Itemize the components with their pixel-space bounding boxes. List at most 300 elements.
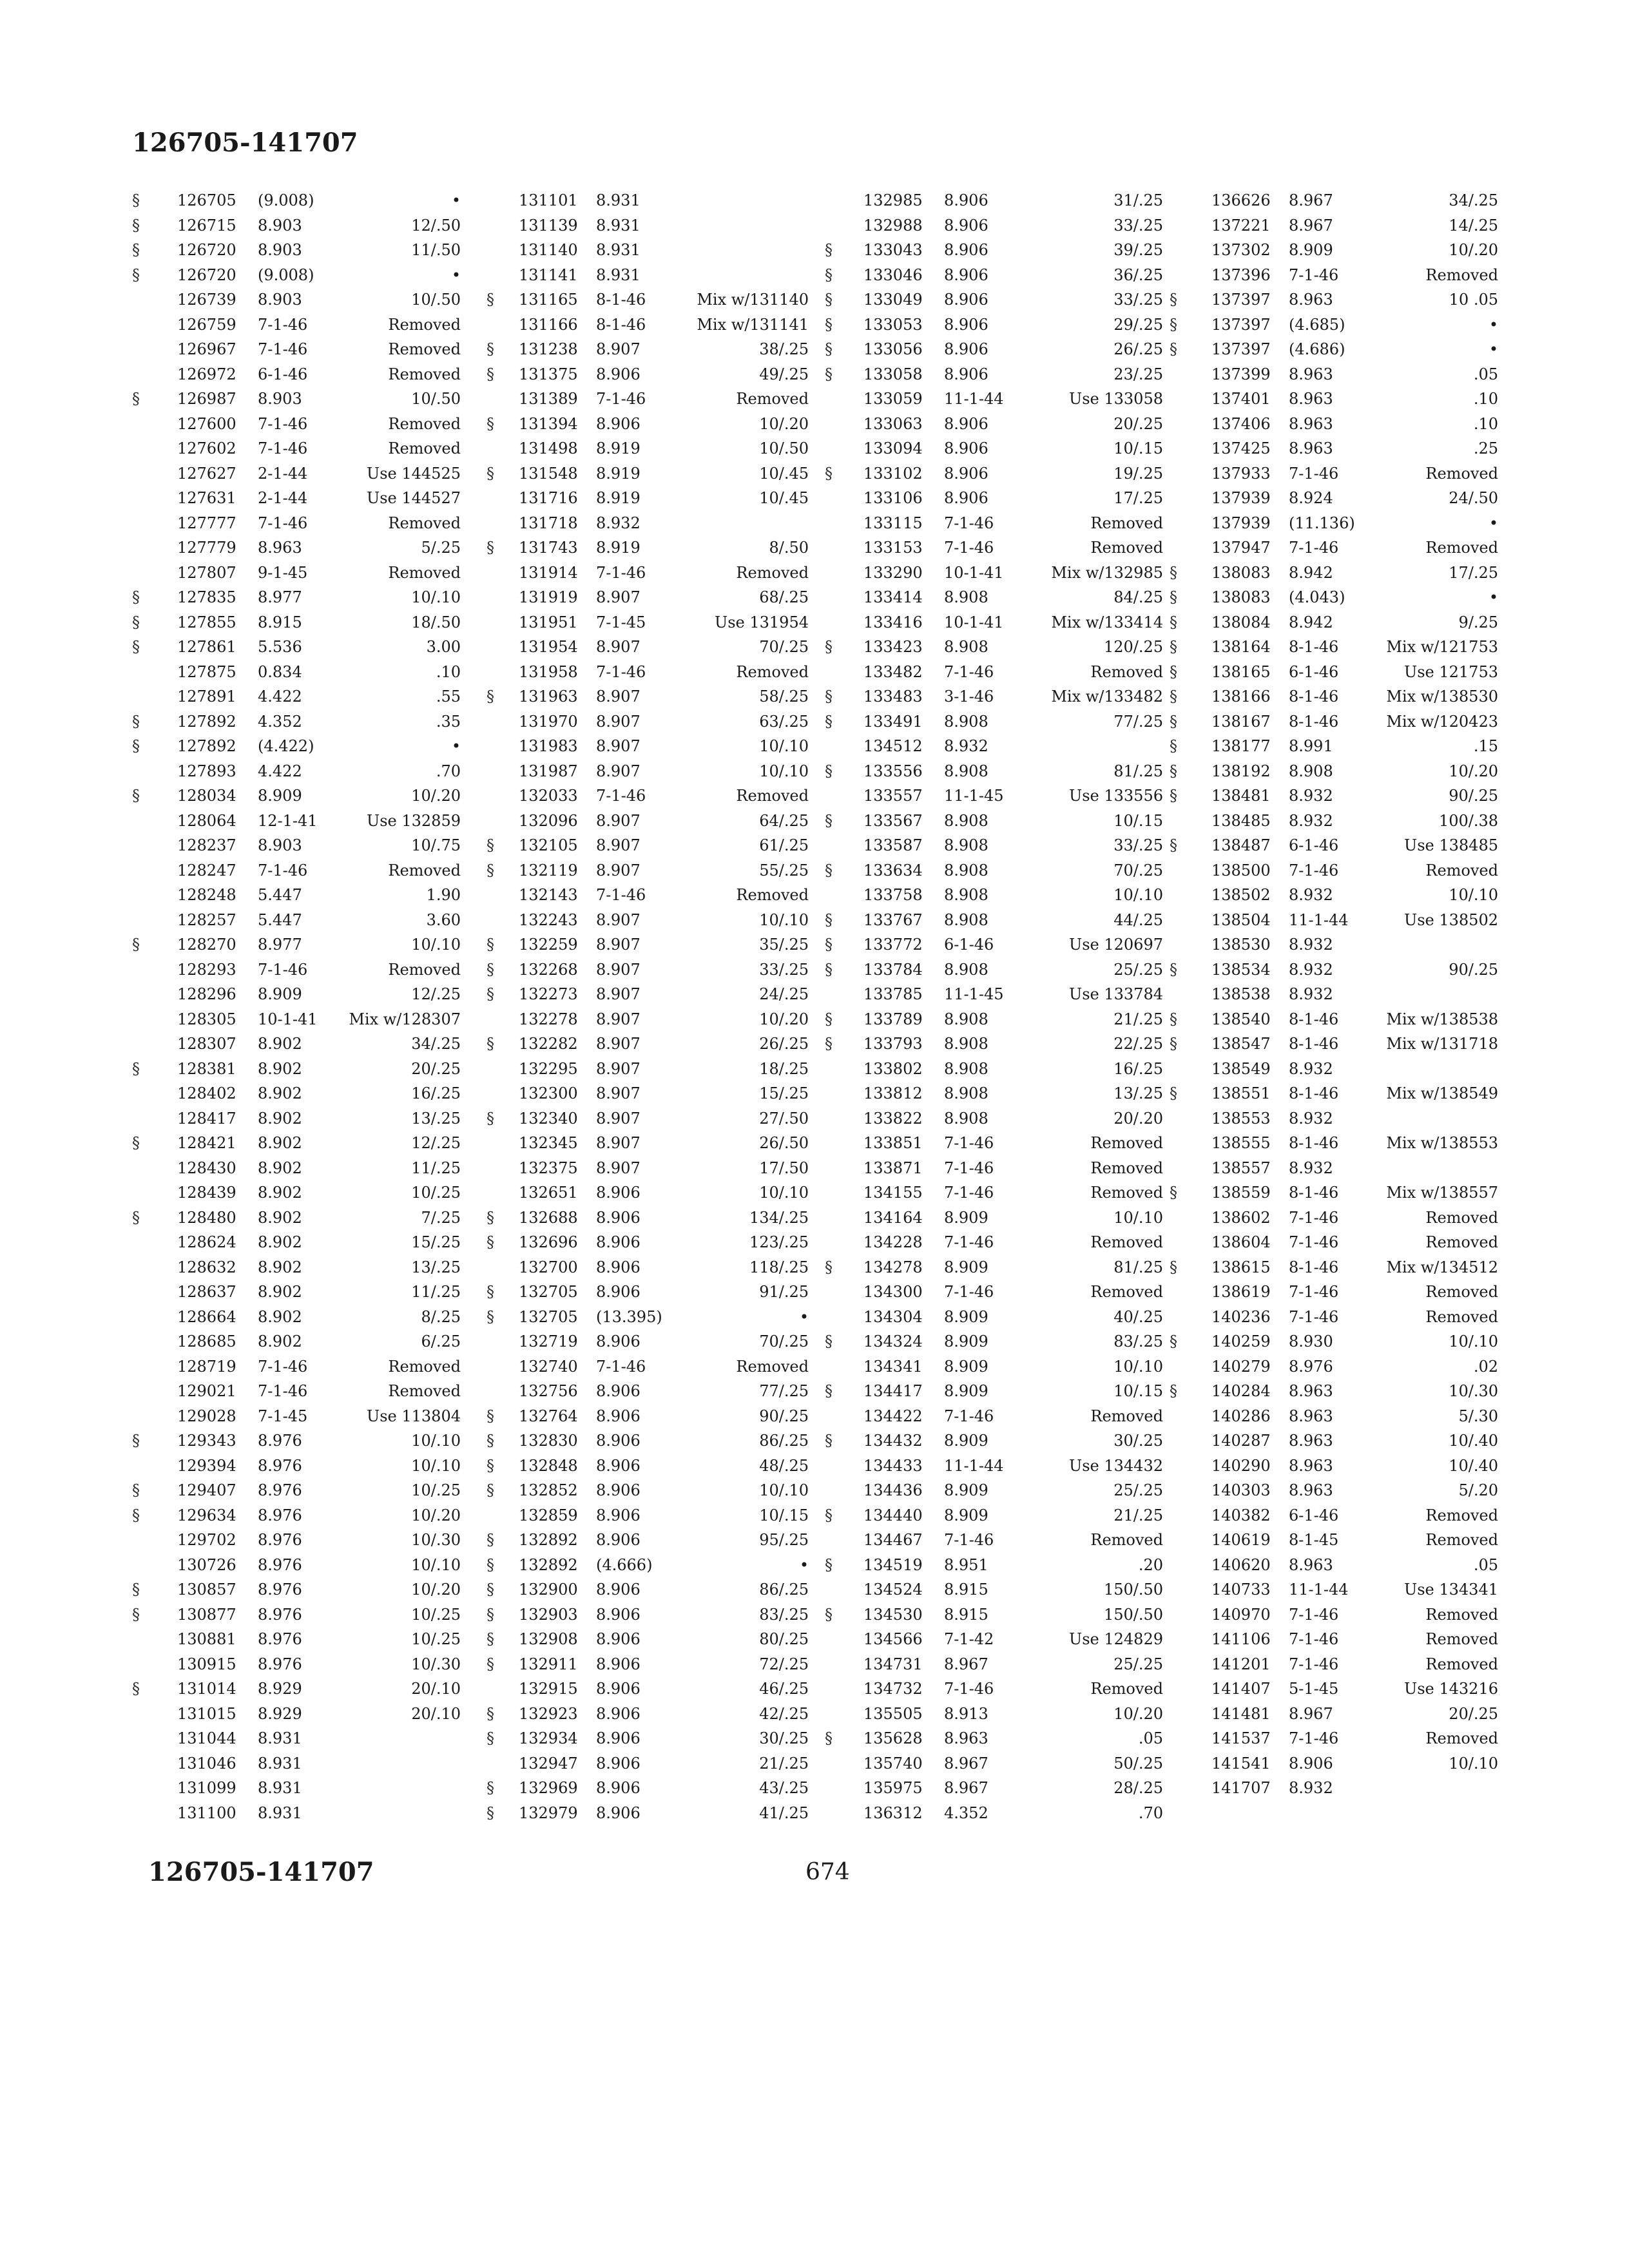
table-row [815,610,1176,635]
entry-number: 133056 [863,340,923,358]
table-row [1170,1776,1530,1801]
table-row [1170,734,1530,759]
table-row [815,561,1176,586]
entry-remark: Use 113804 [367,1407,461,1425]
section-mark: § [1170,1332,1177,1350]
entry-number: 132705 [519,1283,578,1301]
entry-remark: 10/.20 [759,414,809,433]
entry-remark: Mix w/138530 [1386,687,1498,706]
table-row [815,287,1176,312]
entry-remark: Use 138502 [1404,910,1498,929]
entry-value: 8.908 [944,1109,988,1128]
table-row [480,1032,841,1057]
table-row [126,362,487,387]
entry-number: 134304 [863,1307,923,1326]
entry-number: 138164 [1211,638,1271,656]
entry-value: 8.908 [944,588,988,606]
entry-number: 130915 [177,1655,236,1673]
entry-number: 131389 [519,390,578,408]
entry-remark: Mix w/121753 [1386,638,1498,656]
section-mark: § [1170,613,1177,631]
entry-number: 134467 [863,1531,923,1549]
entry-remark: 10/.15 [1113,811,1163,830]
entry-number: 138502 [1211,886,1271,904]
table-row [480,1503,841,1528]
entry-value: 6-1-46 [944,936,994,954]
table-row [815,1280,1176,1305]
entry-remark: 10/.10 [759,737,809,755]
entry-number: 131983 [519,737,578,755]
entry-number: 128064 [177,811,236,830]
entry-remark: 44/.25 [1113,910,1163,929]
section-mark: § [132,265,140,284]
entry-value: 8.919 [596,464,641,483]
entry-remark: 10/.45 [759,489,809,507]
section-mark: § [487,1283,494,1301]
section-mark: § [825,687,833,706]
entry-remark: 3.60 [426,910,461,929]
entry-remark: 3.00 [426,638,461,656]
entry-remark: 26/.50 [759,1134,809,1152]
entry-number: 138167 [1211,712,1271,731]
entry-value: 8.907 [596,1109,641,1128]
entry-value: 9-1-45 [258,563,308,582]
entry-value: 8.906 [596,1258,641,1276]
section-mark: § [825,241,833,259]
entry-remark: 12/.25 [411,1134,461,1152]
entry-value: 7-1-46 [258,861,308,879]
entry-value: 8.976 [258,1630,302,1648]
entry-number: 129343 [177,1432,236,1450]
entry-number: 141106 [1211,1630,1271,1648]
entry-number: 138540 [1211,1010,1271,1028]
table-row [815,783,1176,809]
entry-number: 133784 [863,960,923,979]
entry-remark: Removed [736,1357,809,1376]
entry-value: 8.908 [944,1084,988,1102]
entry-remark: 11/.25 [411,1158,461,1177]
entry-number: 138530 [1211,936,1271,954]
table-row [126,759,487,784]
table-row [815,709,1176,735]
entry-remark: 30/.25 [759,1729,809,1747]
entry-remark: Removed [1090,1531,1163,1549]
table-row [480,1180,841,1206]
entry-value: 8.931 [258,1803,302,1822]
table-row [480,561,841,586]
entry-value: 8.906 [944,191,988,209]
entry-remark: • [799,1307,809,1326]
entry-remark: 118/.25 [749,1258,809,1276]
entry-value: 8.906 [596,1407,641,1425]
entry-remark: • [451,265,461,284]
table-row [126,1627,487,1652]
table-row [815,1305,1176,1330]
table-row [1170,833,1530,858]
entry-number: 127600 [177,414,236,433]
entry-remark: 10/.50 [411,390,461,408]
section-mark: § [487,1035,494,1053]
section-mark: § [132,1059,140,1078]
entry-remark: Mix w/132985 [1051,563,1163,582]
entry-value: 7-1-46 [596,787,646,805]
table-row [1170,1305,1530,1330]
entry-remark: 10/.15 [759,1506,809,1524]
entry-value: 8.977 [258,936,302,954]
entry-value: 8.976 [258,1531,302,1549]
column-2 [480,188,841,1825]
table-row [1170,1280,1530,1305]
entry-remark: .10 [1473,414,1498,433]
entry-remark: 123/.25 [749,1233,809,1251]
entry-remark: Removed [388,1382,461,1400]
entry-remark: Removed [388,340,461,358]
table-row [480,1801,841,1826]
section-mark: § [132,712,140,731]
entry-value: 8.906 [596,1680,641,1698]
table-row [480,709,841,735]
table-row [480,684,841,709]
entry-value: 8.931 [258,1779,302,1797]
section-mark: § [487,1581,494,1599]
table-row [815,1454,1176,1479]
table-row [1170,188,1530,213]
table-row [815,1801,1176,1826]
table-row [480,1354,841,1379]
entry-remark: 10/.25 [411,1481,461,1499]
table-row [815,412,1176,437]
entry-number: 132696 [519,1233,578,1251]
table-row [126,238,487,263]
section-mark: § [825,1258,833,1276]
entry-value: 8.906 [596,1779,641,1797]
entry-remark: 120/.25 [1103,638,1163,656]
section-mark: § [487,687,494,706]
entry-remark: 20/.25 [1113,414,1163,433]
entry-value: 8.906 [596,1605,641,1624]
entry-remark: .05 [1473,365,1498,383]
table-row [1170,809,1530,834]
table-row [1170,213,1530,238]
entry-remark: .70 [1138,1803,1163,1822]
table-row [1170,883,1530,908]
table-row [480,1305,841,1330]
table-row [480,238,841,263]
table-row [126,1726,487,1751]
table-row [815,1180,1176,1206]
entry-remark: Removed [736,563,809,582]
entry-remark: Removed [1090,1158,1163,1177]
entry-number: 134530 [863,1605,923,1624]
entry-remark: 10/.30 [411,1655,461,1673]
entry-number: 132852 [519,1481,578,1499]
table-row [1170,511,1530,536]
entry-remark: 10/.10 [759,1184,809,1202]
entry-number: 134300 [863,1283,923,1301]
entry-remark: 42/.25 [759,1704,809,1723]
entry-remark: Mix w/133482 [1051,687,1163,706]
table-row [126,1379,487,1404]
entry-value: 8.919 [596,439,641,457]
entry-remark: 18/.50 [411,613,461,631]
section-mark: § [1170,836,1177,854]
entry-number: 131394 [519,414,578,433]
table-row [126,883,487,908]
entry-remark: • [1489,588,1498,606]
entry-number: 131046 [177,1754,236,1773]
entry-value: 8.963 [258,539,302,557]
table-row [480,1081,841,1106]
table-row [815,1007,1176,1032]
entry-value: 7-1-46 [258,514,308,532]
entry-remark: 58/.25 [759,687,809,706]
section-mark: § [825,1506,833,1524]
table-row [126,1106,487,1131]
entry-value: 8.902 [258,1283,302,1301]
entry-number: 126987 [177,390,236,408]
table-row [480,188,841,213]
entry-remark: 70/.25 [759,1332,809,1350]
entry-value: 8.932 [1289,886,1333,904]
entry-number: 128719 [177,1357,236,1376]
entry-number: 126715 [177,216,236,235]
entry-remark: 10/.25 [411,1184,461,1202]
entry-value: 8.906 [944,241,988,259]
entry-remark: 10/.45 [759,464,809,483]
entry-value: 8.906 [596,1704,641,1723]
entry-value: 10-1-41 [258,1010,318,1028]
entry-value: 8.976 [258,1581,302,1599]
entry-value: 8.963 [1289,414,1333,433]
entry-number: 138485 [1211,811,1271,830]
entry-number: 133785 [863,985,923,1003]
entry-value: 8.909 [944,1481,988,1499]
table-row [815,1702,1176,1727]
section-mark: § [487,340,494,358]
entry-number: 132830 [519,1432,578,1450]
entry-value: 8.906 [944,439,988,457]
entry-value: 7-1-46 [258,315,308,334]
entry-number: 134417 [863,1382,923,1400]
entry-number: 126720 [177,265,236,284]
table-row [126,561,487,586]
entry-number: 127807 [177,563,236,582]
entry-remark: 25/.25 [1113,960,1163,979]
entry-number: 132988 [863,216,923,235]
table-row [126,1305,487,1330]
entry-number: 133102 [863,464,923,483]
table-row [815,1131,1176,1156]
section-mark: § [487,464,494,483]
entry-number: 135975 [863,1779,923,1797]
table-row [126,1206,487,1231]
entry-number: 134278 [863,1258,923,1276]
entry-number: 131919 [519,588,578,606]
table-row [480,982,841,1007]
entry-value: 8.902 [258,1084,302,1102]
section-mark: § [132,936,140,954]
entry-number: 132908 [519,1630,578,1648]
table-row [126,337,487,362]
entry-remark: Use 121753 [1404,662,1498,681]
table-row [815,213,1176,238]
entry-number: 141537 [1211,1729,1271,1747]
entry-remark: Removed [736,390,809,408]
entry-number: 127631 [177,489,236,507]
entry-number: 128402 [177,1084,236,1102]
entry-remark: 10/.10 [759,762,809,780]
entry-value: 7-1-45 [258,1407,308,1425]
entry-remark: Removed [1090,1233,1163,1251]
table-row [480,1428,841,1454]
table-row [126,783,487,809]
table-row [1170,1652,1530,1677]
section-mark: § [825,1382,833,1400]
entry-value: 8.976 [1289,1357,1333,1376]
entry-value: 8-1-46 [1289,1134,1339,1152]
table-row [1170,1503,1530,1528]
entry-remark: 6/.25 [421,1332,461,1350]
entry-number: 138487 [1211,836,1271,854]
section-mark: § [487,861,494,879]
entry-value: 8.906 [596,1581,641,1599]
section-mark: § [825,291,833,309]
entry-number: 137939 [1211,489,1271,507]
entry-value: 8.906 [596,1382,641,1400]
entry-remark: 28/.25 [1113,1779,1163,1797]
entry-remark: 29/.25 [1113,315,1163,334]
entry-number: 141707 [1211,1779,1271,1797]
entry-value: 8.909 [1289,241,1333,259]
table-row [480,1577,841,1602]
entry-number: 131498 [519,439,578,457]
table-row [480,1230,841,1255]
entry-number: 129702 [177,1531,236,1549]
entry-value: 8.908 [944,762,988,780]
entry-remark: 86/.25 [759,1432,809,1450]
table-row [480,660,841,685]
table-row [480,486,841,511]
entry-number: 138604 [1211,1233,1271,1251]
entry-number: 132892 [519,1531,578,1549]
entry-value: 8.963 [1289,1407,1333,1425]
entry-number: 132900 [519,1581,578,1599]
table-row [815,1553,1176,1578]
entry-remark: 39/.25 [1113,241,1163,259]
table-row [126,957,487,983]
entry-remark: Removed [1425,1630,1498,1648]
table-row [126,734,487,759]
entry-remark: 95/.25 [759,1531,809,1549]
entry-remark: 30/.25 [1113,1432,1163,1450]
table-row [480,759,841,784]
entry-number: 131165 [519,291,578,309]
column-3 [815,188,1176,1825]
entry-remark: .20 [1138,1555,1163,1574]
entry-value: 8.907 [596,638,641,656]
entry-value: 8.906 [1289,1754,1333,1773]
entry-number: 134436 [863,1481,923,1499]
entry-remark: Mix w/128307 [349,1010,461,1028]
entry-value: 7-1-42 [944,1630,994,1648]
entry-number: 137399 [1211,365,1271,383]
section-mark: § [487,1630,494,1648]
entry-value: 8.963 [1289,291,1333,309]
entry-value: 8.913 [944,1704,988,1723]
entry-remark: 8/.25 [421,1307,461,1326]
entry-remark: 34/.25 [1449,191,1498,209]
entry-remark: 23/.25 [1113,365,1163,383]
table-row [126,511,487,536]
table-row [815,883,1176,908]
table-row [1170,1007,1530,1032]
entry-number: 131716 [519,489,578,507]
entry-number: 134732 [863,1680,923,1698]
entry-value: 8.907 [596,340,641,358]
entry-remark: 12/.50 [411,216,461,235]
entry-value: 8.903 [258,291,302,309]
entry-number: 128381 [177,1059,236,1078]
entry-remark: Removed [388,439,461,457]
entry-number: 128257 [177,910,236,929]
entry-value: 8.909 [944,1258,988,1276]
entry-value: 8.907 [596,985,641,1003]
entry-remark: 5/.20 [1458,1481,1498,1499]
entry-value: 8.907 [596,811,641,830]
entry-number: 131743 [519,539,578,557]
table-row [480,213,841,238]
table-row [1170,1553,1530,1578]
entry-value: 7-1-46 [944,1680,994,1698]
entry-remark: 10/.10 [1113,1357,1163,1376]
table-row [480,1379,841,1404]
table-row [126,610,487,635]
table-row [126,635,487,660]
table-row [815,1627,1176,1652]
entry-remark: 5/.30 [1458,1407,1498,1425]
section-mark: § [1170,737,1177,755]
table-row [126,833,487,858]
table-row [126,684,487,709]
table-row [1170,436,1530,461]
table-row [480,883,841,908]
entry-value: 5.447 [258,886,302,904]
entry-number: 138165 [1211,662,1271,681]
table-row [480,1329,841,1354]
entry-number: 130881 [177,1630,236,1648]
table-row [1170,1206,1530,1231]
entry-value: (13.395) [596,1307,662,1326]
entry-number: 132859 [519,1506,578,1524]
entry-remark: Removed [388,514,461,532]
entry-remark: 10/.25 [411,1605,461,1624]
entry-value: 5.536 [258,638,302,656]
table-row [480,337,841,362]
table-row [126,1057,487,1082]
table-row [1170,1404,1530,1429]
entry-number: 133871 [863,1158,923,1177]
entry-remark: Mix w/138538 [1386,1010,1498,1028]
entry-remark: 33/.25 [1113,291,1163,309]
entry-number: 137397 [1211,291,1271,309]
entry-value: 7-1-46 [944,1283,994,1301]
entry-remark: 10/.10 [411,588,461,606]
table-row [126,1801,487,1826]
entry-value: 8.963 [1289,1432,1333,1450]
entry-number: 138166 [1211,687,1271,706]
entry-number: 132119 [519,861,578,879]
entry-number: 131375 [519,365,578,383]
